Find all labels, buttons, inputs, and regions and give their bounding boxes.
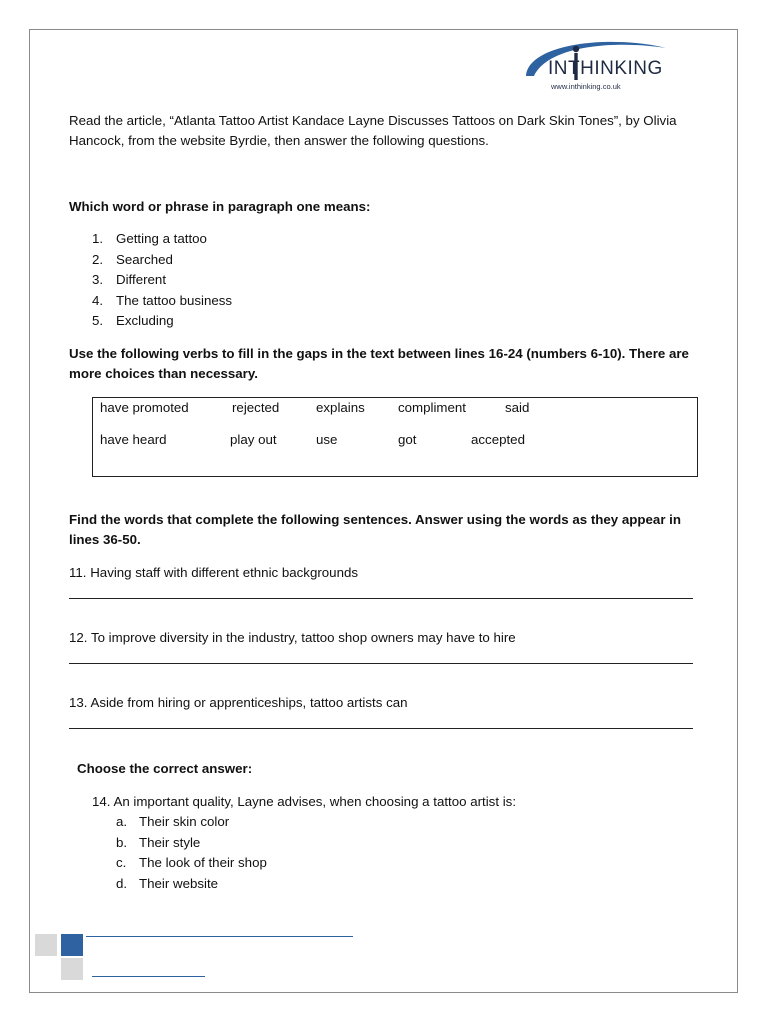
list-item: 2. Searched xyxy=(92,251,173,267)
answer-options xyxy=(116,812,267,894)
question-13: 13. Aside from hiring or apprenticeships, tattoo artists can xyxy=(69,695,408,710)
answer-line-11[interactable] xyxy=(69,598,693,599)
verb-option: accepted xyxy=(471,432,525,447)
logo-url: www.inthinking.co.uk xyxy=(551,82,621,91)
section3-heading: Find the words that complete the following sentences. Answer using the words as they appear in lines 36-50. xyxy=(69,512,682,547)
verb-option: got xyxy=(398,432,417,447)
answer-option[interactable]: c. The look of their shop xyxy=(116,855,267,870)
list-item: 1. Getting a tattoo xyxy=(92,231,207,246)
verb-option: have heard xyxy=(100,432,167,447)
footer-square-grey xyxy=(61,958,83,980)
verb-option: have promoted xyxy=(100,400,189,415)
question-11: 11. Having staff with different ethnic backgrounds xyxy=(69,565,359,580)
logo-name: INTHINKING xyxy=(548,58,663,79)
footer-square-blue xyxy=(61,934,83,956)
section2-heading: Use the following verbs to fill in the gaps in the text between lines 16-24 (numbers 6-10). There are more choices than necessary. xyxy=(69,346,689,381)
answer-option[interactable]: a. Their skin color xyxy=(116,814,230,829)
question-12: 12. To improve diversity in the industry, tattoo shop owners may have to hire xyxy=(69,630,516,645)
intro-instructions: Read the article, “Atlanta Tattoo Artist Kandace Layne Discusses Tattoos on Dark Skin Tones”, by Olivia Hancock, from the website Byrdie, then answer the following questions. xyxy=(69,113,677,148)
verb-option: explains xyxy=(316,400,365,415)
footer-rule xyxy=(92,976,205,977)
answer-line-13[interactable] xyxy=(69,728,693,729)
verb-box xyxy=(92,397,698,477)
list-item: 4. The tattoo business xyxy=(92,292,233,308)
verb-option: said xyxy=(505,400,530,415)
verb-option: rejected xyxy=(232,400,280,415)
answer-option[interactable]: b. Their style xyxy=(116,834,201,850)
answer-line-12[interactable] xyxy=(69,663,693,664)
section4-heading: Choose the correct answer: xyxy=(77,761,253,776)
question-14: 14. An important quality, Layne advises, when choosing a tattoo artist is: xyxy=(92,794,517,809)
list-item: 5. Excluding xyxy=(92,313,174,328)
section1-heading: Which word or phrase in paragraph one means: xyxy=(69,199,371,214)
footer-square-grey xyxy=(35,934,57,956)
footer-rule xyxy=(86,936,353,937)
vocab-list xyxy=(92,229,232,332)
list-item: 3. Different xyxy=(92,272,167,287)
verb-option: play out xyxy=(230,432,277,447)
verb-option: use xyxy=(316,432,338,447)
verb-option: compliment xyxy=(398,400,466,415)
answer-option[interactable]: d. Their website xyxy=(116,875,219,891)
